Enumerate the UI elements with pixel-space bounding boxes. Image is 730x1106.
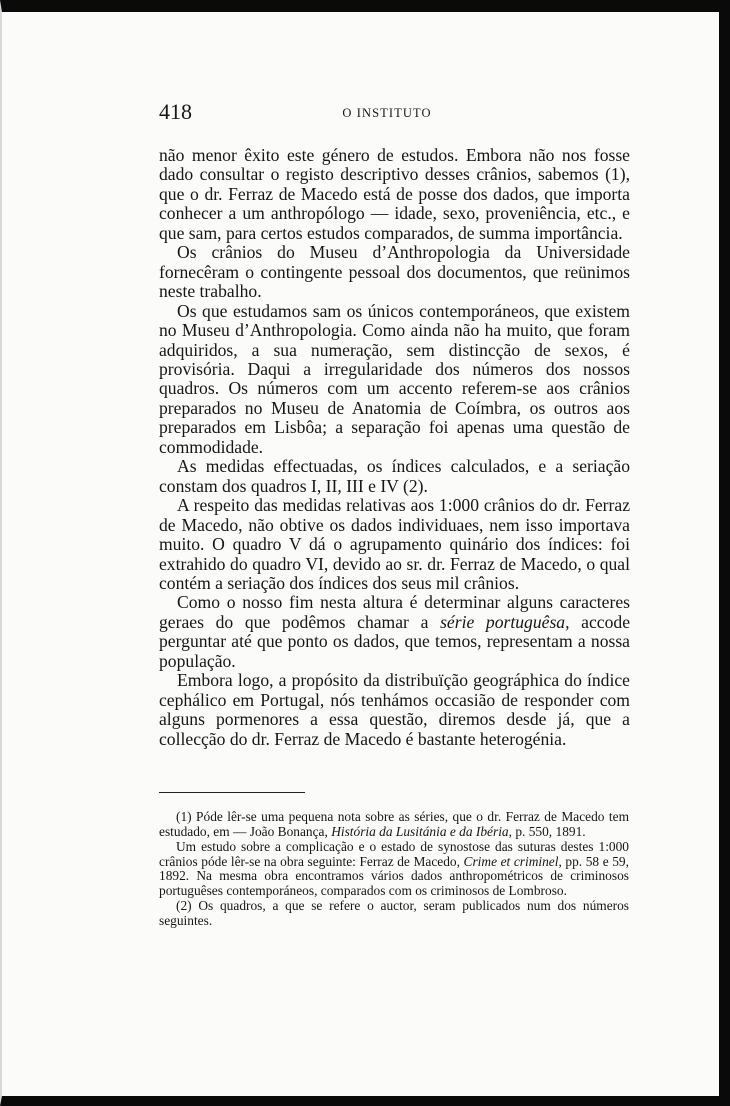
footnote-1	[159, 810, 629, 840]
page-number: 418	[159, 99, 192, 124]
footnotes	[159, 810, 629, 929]
text-run: , pp. 58 e 59, 1892. Na mesma obra encontramos vários dados anthropométricos de criminosos portuguêses contemporáneos, comparados com os criminosos de Lombroso.	[159, 853, 629, 899]
italic-title: História da Lusitánia e da Ibéria	[331, 823, 509, 839]
footnote-2: (2) Os quadros, a que se refere o auctor, seram publicados num dos números seguintes.	[159, 898, 629, 928]
footnote-divider	[159, 792, 305, 793]
text-run: (1) Póde lêr-se uma pequena nota sobre as séries, que o dr. Ferraz de Macedo tem estudado, em — João Bonança,	[159, 809, 629, 839]
paragraph: não menor êxito este género de estudos. Embora não nos fosse dado consultar o registo descriptivo desses crânios, sabemos (1), que o dr. Ferraz de Macedo está de posse dos dados, que importa conhecer a um anthropólogo — idade, sexo, proveniência, etc., e que sam, para certos estudos comparados, de summa importância.	[159, 145, 630, 243]
paragraph: As medidas effectuadas, os índices calculados, e a seriação constam dos quadros I, II, III e IV (2).	[159, 456, 630, 496]
text-run: accode perguntar até que ponto os dados, que temos, representam a nossa população.	[159, 611, 631, 671]
text-run: , p. 550, 1891.	[508, 823, 586, 839]
paragraph: Embora logo, a propósito da distribuïção geográphica do índice cephálico em Portugal, nós tenhámos occasião de responder com alguns pormenores a essa questão, diremos desde já, que a collecção do dr. Ferraz de Macedo é bastante heterogénia.	[159, 670, 630, 749]
italic-term: série portuguêsa,	[440, 611, 570, 632]
text-run: Como o nosso fim nesta altura é determinar alguns caracteres geraes do que podêmos chamar a	[159, 592, 630, 632]
paragraph: Os crânios do Museu d’Anthropologia da Universidade fornecêram o contingente pessoal dos documentos, que reünimos neste trabalho.	[159, 242, 630, 302]
running-title: O INSTITUTO	[342, 106, 432, 120]
italic-title: Crime et criminel	[463, 853, 559, 869]
paragraph: Os que estudamos sam os únicos contemporáneos, que existem no Museu d’Anthropologia. Como ainda não ha muito, que foram adquiridos, a sua numeração, sem distincção de sexos, é provisória. Daqui a irregularidade dos números dos nossos quadros. Os números com um accento referem-se aos crânios preparados no Museu de Anatomia de Coímbra, os outros aos preparados em Lisbôa; a separação foi apenas uma questão de commodidade.	[159, 300, 630, 457]
text-run: Um estudo sobre a complicação e o estado de synostose das suturas destes 1:000 crânios póde lêr-se na obra seguinte: Ferraz de Macedo,	[159, 838, 629, 869]
footnote-1-continued	[159, 840, 629, 899]
paragraph: A respeito das medidas relativas aos 1:000 crânios do dr. Ferraz de Macedo, não obtive os dados individuaes, nem isso importava muito. O quadro V dá o agrupamento quinário dos índices: foi extrahido do quadro VI, devido ao sr. dr. Ferraz de Macedo, o qual contém a seriação dos índices dos seus mil crânios.	[159, 495, 630, 593]
paragraph	[159, 593, 630, 671]
main-text	[159, 146, 630, 749]
